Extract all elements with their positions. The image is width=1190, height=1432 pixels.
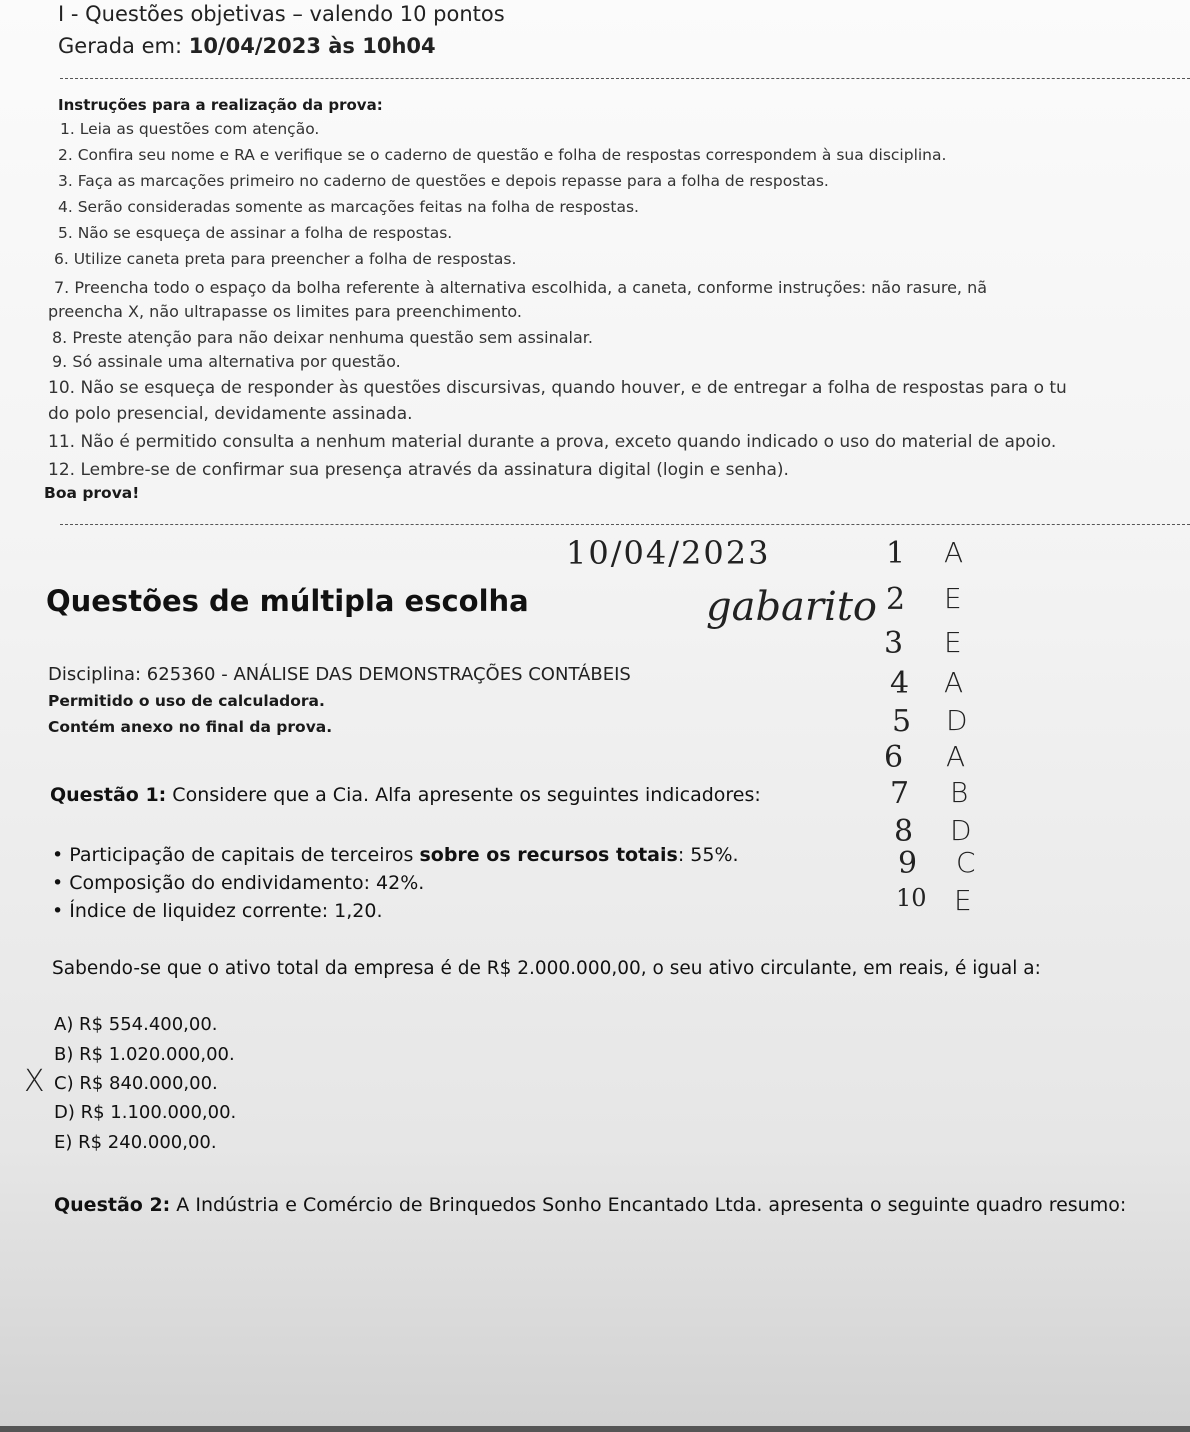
exam-title: I - Questões objetivas – valendo 10 pontos [58, 2, 505, 26]
answer-number: 8 [894, 814, 914, 849]
answer-number: 4 [890, 666, 910, 701]
question-1-label: Questão 1: [50, 784, 167, 806]
annex-note: Contém anexo no final da prova. [48, 718, 333, 736]
handwritten-x-mark: X [24, 1064, 45, 1099]
handwritten-gabarito: gabarito [706, 584, 877, 630]
bullet-2: • Composição do endividamento: 42%. [52, 872, 425, 894]
instructions-heading: Instruções para a realização da prova: [58, 96, 383, 114]
instruction-item: 2. Confira seu nome e RA e verifique se o caderno de questão e folha de respostas correspondem à sua disciplina. [58, 146, 947, 164]
answer-letter: A [944, 536, 964, 569]
instruction-item: 1. Leia as questões com atenção. [60, 120, 320, 138]
instruction-item: preencha X, não ultrapasse os limites para preenchimento. [48, 302, 522, 321]
answer-letter: A [944, 666, 964, 699]
instruction-item: 11. Não é permitido consulta a nenhum material durante a prova, exceto quando indicado o uso do material de apoio. [48, 432, 1057, 452]
option-a[interactable]: A) R$ 554.400,00. [54, 1014, 218, 1035]
question-1-prompt: Sabendo-se que o ativo total da empresa é de R$ 2.000.000,00, o seu ativo circulante, em reais, é igual a: [52, 958, 1041, 979]
closing-text: Boa prova! [44, 484, 140, 502]
instruction-item: 3. Faça as marcações primeiro no caderno de questões e depois repasse para a folha de respostas. [58, 172, 829, 190]
instruction-item: 9. Só assinale uma alternativa por questão. [52, 352, 401, 371]
instruction-item: do polo presencial, devidamente assinada. [48, 404, 413, 424]
bullet-1: • Participação de capitais de terceiros sobre os recursos totais: 55%. [52, 844, 739, 866]
question-2-heading [54, 1194, 1126, 1216]
calculator-note: Permitido o uso de calculadora. [48, 692, 325, 710]
instruction-item: 8. Preste atenção para não deixar nenhuma questão sem assinalar. [52, 328, 593, 347]
answer-letter: D [946, 704, 968, 737]
answer-number: 7 [890, 776, 910, 811]
answer-number: 9 [898, 846, 918, 881]
discipline-line: Disciplina: 625360 - ANÁLISE DAS DEMONSTRAÇÕES CONTÁBEIS [48, 664, 631, 685]
generated-date-value: 10/04/2023 às 10h04 [188, 34, 436, 58]
instruction-item: 4. Serão consideradas somente as marcações feitas na folha de respostas. [58, 198, 639, 216]
question-2-text: A Indústria e Comércio de Brinquedos Sonho Encantado Ltda. apresenta o seguinte quadro resumo: [170, 1194, 1127, 1216]
answer-letter: A [946, 740, 966, 773]
section-title: Questões de múltipla escolha [46, 584, 529, 618]
bottom-edge [0, 1426, 1190, 1432]
instruction-item: 7. Preencha todo o espaço da bolha referente à alternativa escolhida, a caneta, conforme instruções: não rasure, nã [54, 278, 988, 297]
option-d[interactable]: D) R$ 1.100.000,00. [54, 1102, 237, 1123]
answer-letter: B [950, 776, 969, 809]
instruction-item: 10. Não se esqueça de responder às questões discursivas, quando houver, e de entregar a folha de respostas para o tu [48, 378, 1067, 398]
answer-number: 1 [886, 536, 906, 571]
answer-letter: E [944, 626, 962, 659]
answer-number: 6 [884, 740, 904, 775]
answer-letter: E [954, 884, 972, 917]
answer-letter: C [956, 846, 976, 879]
answer-number: 2 [886, 582, 906, 617]
answer-number: 3 [884, 626, 904, 661]
handwritten-date: 10/04/2023 [566, 534, 771, 572]
answer-number: 5 [892, 704, 912, 739]
question-1-text: Considere que a Cia. Alfa apresente os seguintes indicadores: [166, 784, 761, 806]
question-1-heading [50, 784, 761, 806]
answer-letter: D [950, 814, 972, 847]
instruction-item: 5. Não se esqueça de assinar a folha de respostas. [58, 224, 453, 242]
option-b[interactable]: B) R$ 1.020.000,00. [54, 1044, 235, 1065]
question-2-label: Questão 2: [54, 1194, 171, 1216]
bullet-3: • Índice de liquidez corrente: 1,20. [52, 900, 383, 922]
option-c[interactable]: C) R$ 840.000,00. [54, 1073, 218, 1094]
answer-letter: E [944, 582, 962, 615]
answer-number: 10 [896, 884, 927, 912]
generated-date: Gerada em: 10/04/2023 às 10h04 [58, 34, 436, 58]
dashed-divider-top [60, 78, 1190, 79]
instruction-item: 6. Utilize caneta preta para preencher a folha de respostas. [54, 250, 517, 268]
instruction-item: 12. Lembre-se de confirmar sua presença através da assinatura digital (login e senha). [48, 460, 789, 480]
dashed-divider-bottom [60, 524, 1190, 525]
option-e[interactable]: E) R$ 240.000,00. [54, 1132, 217, 1153]
